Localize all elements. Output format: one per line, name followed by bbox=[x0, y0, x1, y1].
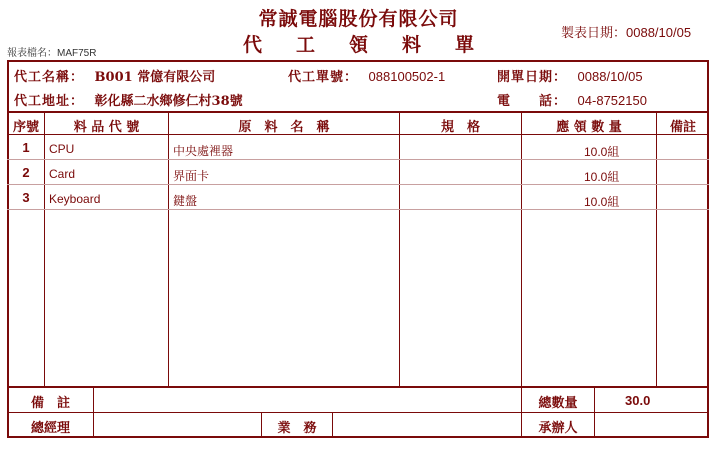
divider bbox=[594, 387, 595, 437]
divider bbox=[93, 387, 94, 437]
open-date-label: 開單日期： bbox=[497, 70, 568, 85]
divider bbox=[7, 412, 709, 413]
col-header-item-code: 料 品 代 號 bbox=[73, 120, 140, 135]
row-material-name: 中央處裡器 bbox=[173, 144, 234, 158]
order-number-label: 代工單號： bbox=[288, 70, 359, 85]
company-name: 常誠電腦股份有限公司 bbox=[258, 8, 459, 30]
title-char: 工 bbox=[295, 34, 315, 56]
order-number-value: 088100502-1 bbox=[368, 69, 446, 84]
phone-value: 04-8752150 bbox=[577, 93, 647, 108]
divider bbox=[7, 111, 709, 113]
divider bbox=[44, 112, 45, 387]
contractor-name-field bbox=[14, 66, 215, 85]
row-divider bbox=[7, 159, 709, 160]
divider bbox=[168, 112, 169, 387]
report-file-name: 報表檔名：MAF75R bbox=[7, 48, 97, 59]
open-date-field bbox=[497, 66, 643, 85]
title-char: 單 bbox=[455, 34, 475, 56]
sales-label: 業 務 bbox=[277, 421, 317, 436]
open-date-value: 0088/10/05 bbox=[577, 69, 643, 84]
row-qty: 10.0組 bbox=[584, 145, 620, 159]
title-char: 代 bbox=[242, 34, 262, 56]
row-seq: 2 bbox=[22, 165, 30, 180]
phone-field bbox=[497, 90, 647, 109]
col-header-seq: 序號 bbox=[12, 120, 39, 135]
contractor-address-field bbox=[14, 90, 243, 109]
row-material-name: 界面卡 bbox=[173, 169, 210, 183]
col-header-remark: 備註 bbox=[669, 120, 696, 135]
divider bbox=[656, 112, 657, 387]
row-divider bbox=[7, 184, 709, 185]
contractor-name-value: B001 常億有限公司 bbox=[94, 70, 216, 85]
contractor-address-value: 彰化縣二水鄉修仁村38號 bbox=[94, 94, 243, 109]
general-manager-label: 總經理 bbox=[30, 421, 70, 436]
total-qty-label: 總數量 bbox=[538, 396, 578, 411]
col-header-material-name: 原 料 名 稱 bbox=[238, 120, 330, 135]
print-date: 製表日期：0088/10/05 bbox=[561, 25, 692, 40]
col-header-qty: 應 領 數 量 bbox=[556, 120, 622, 135]
row-material-name: 鍵盤 bbox=[173, 194, 198, 208]
row-seq: 1 bbox=[22, 140, 30, 155]
row-qty: 10.0組 bbox=[584, 170, 620, 184]
order-number-field bbox=[288, 66, 445, 85]
row-item-code: Keyboard bbox=[49, 192, 101, 206]
divider bbox=[332, 412, 333, 437]
row-divider bbox=[7, 209, 709, 210]
divider bbox=[399, 112, 400, 387]
contractor-name-label: 代工名稱： bbox=[14, 70, 85, 85]
row-qty: 10.0組 bbox=[584, 195, 620, 209]
divider bbox=[7, 386, 709, 388]
row-item-code: CPU bbox=[49, 142, 75, 156]
title-char: 領 bbox=[348, 34, 368, 56]
title-char: 料 bbox=[402, 34, 422, 56]
row-item-code: Card bbox=[49, 167, 76, 181]
divider bbox=[521, 112, 522, 387]
col-header-spec: 規 格 bbox=[440, 120, 480, 135]
handler-label: 承辦人 bbox=[538, 421, 578, 436]
total-qty-value: 30.0 bbox=[625, 393, 651, 408]
phone-label: 電 話： bbox=[497, 94, 568, 109]
row-seq: 3 bbox=[22, 190, 30, 205]
contractor-address-label: 代工地址： bbox=[14, 94, 85, 109]
footer-remark-label: 備 註 bbox=[30, 396, 70, 411]
